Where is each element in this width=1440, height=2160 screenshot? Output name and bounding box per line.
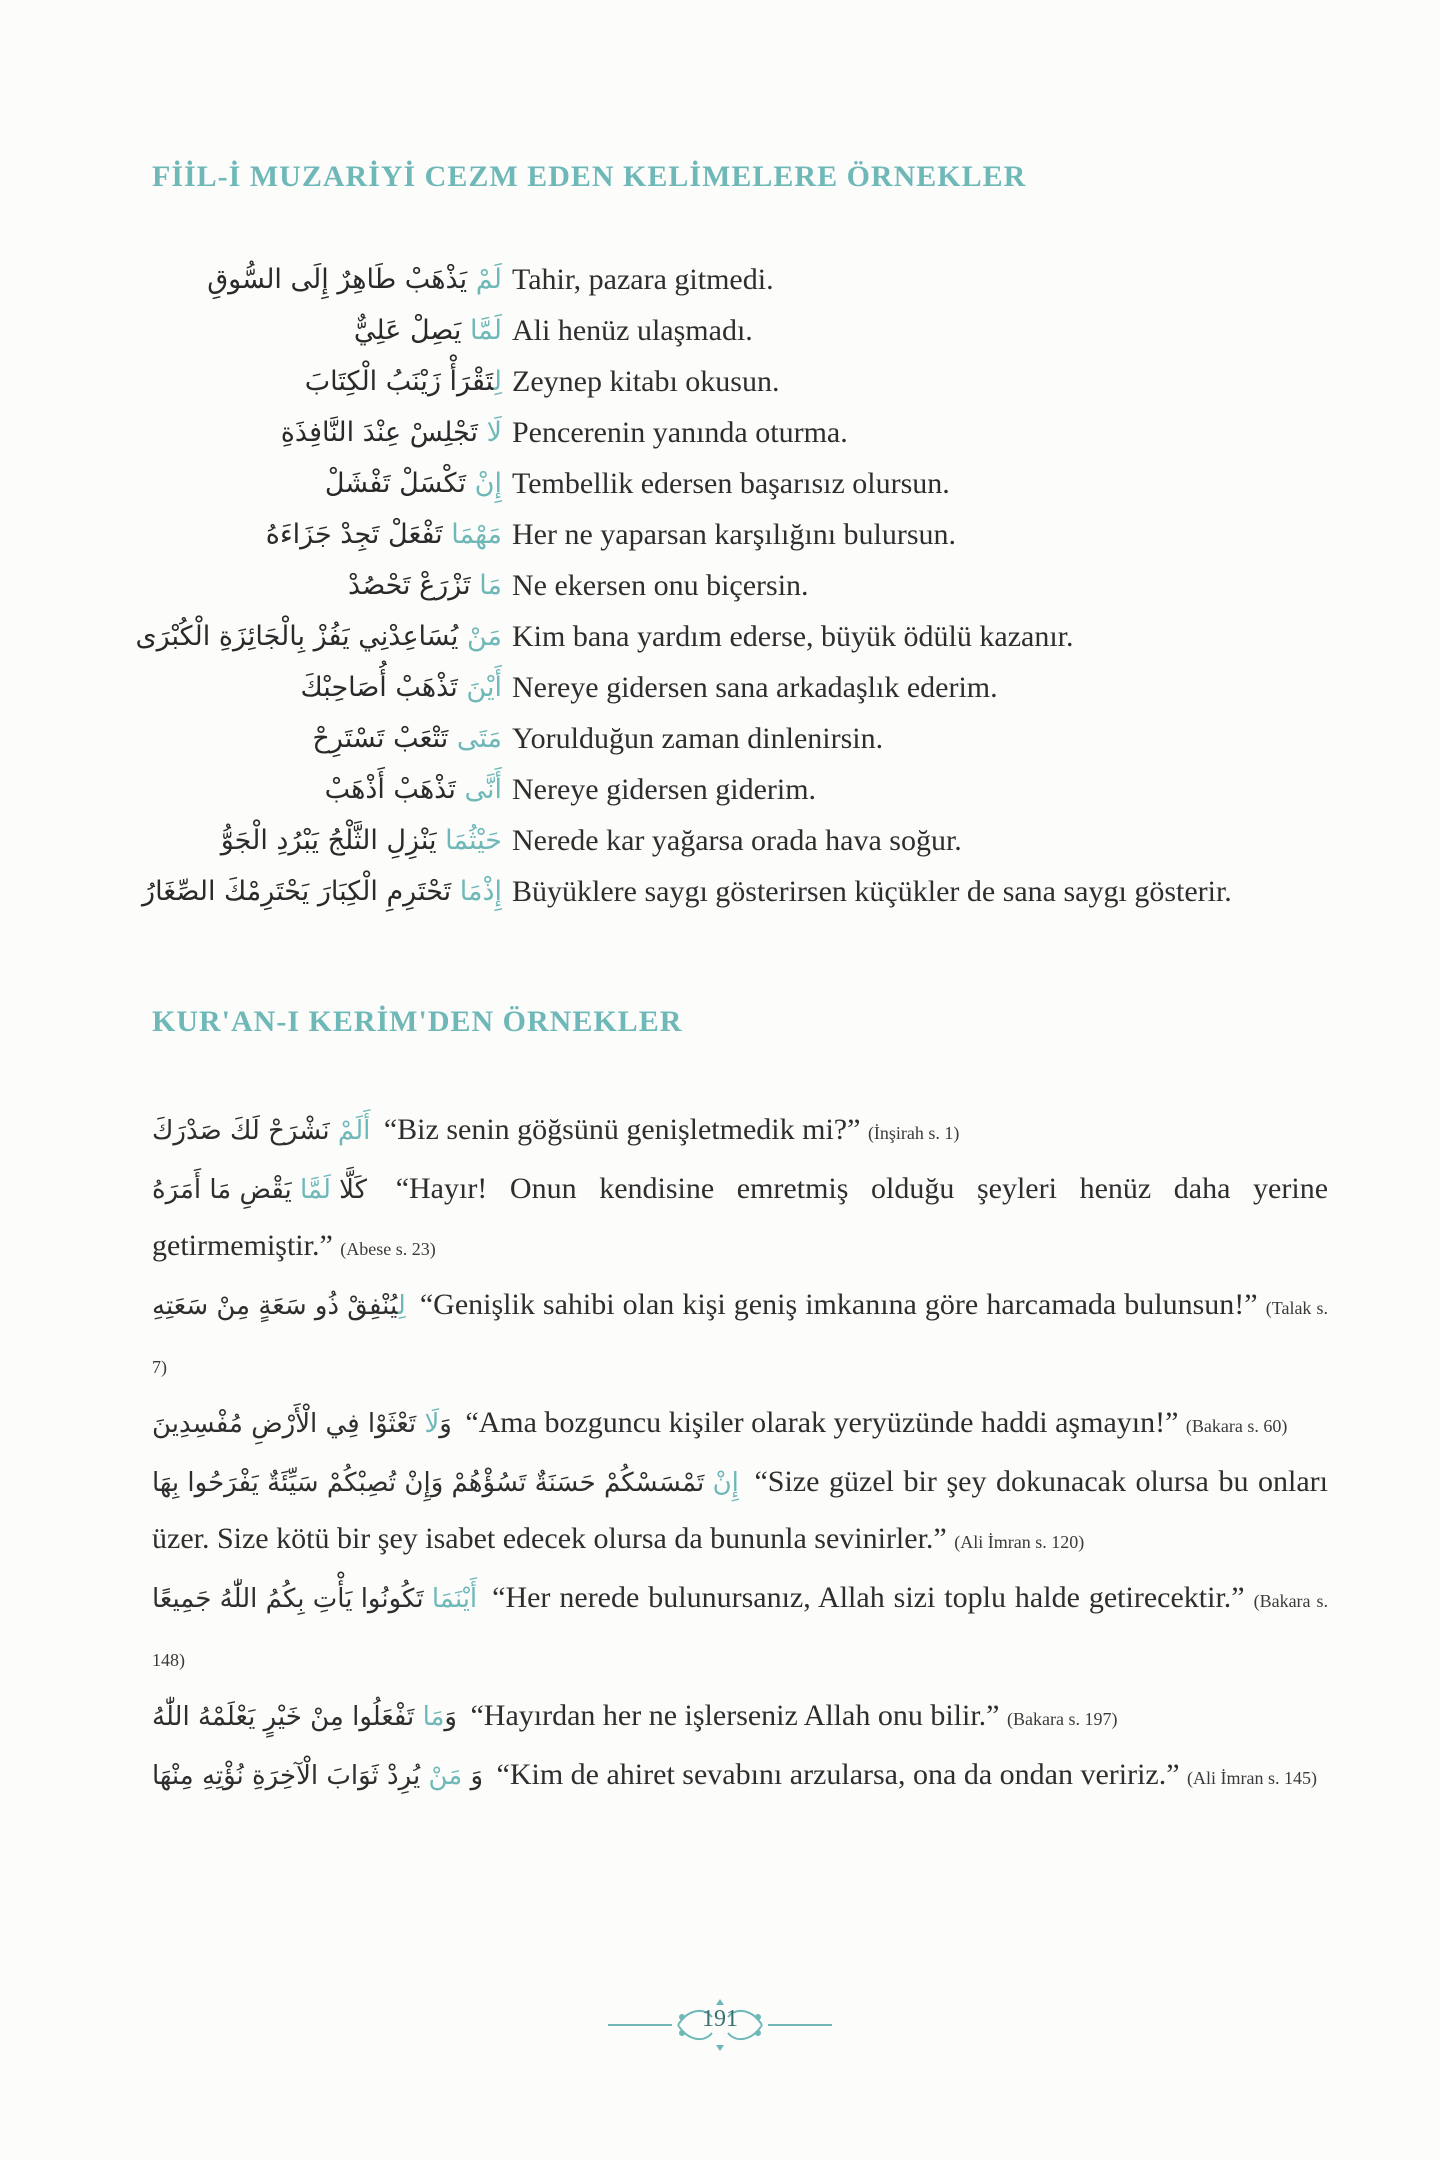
- arabic-example: [348, 564, 502, 608]
- jazm-examples-list: [0, 258, 1440, 921]
- jazm-particle: أَنَّى: [464, 774, 502, 805]
- example-row: [0, 513, 1440, 564]
- jazm-particle: مَا: [479, 570, 502, 601]
- example-row: [0, 819, 1440, 870]
- arabic-sentence: يَنْزِلِ الثَّلْجُ يَبْرُدِ الْجَوُّ: [220, 825, 437, 856]
- quran-example: [152, 1161, 1328, 1277]
- jazm-particle: لِ: [397, 1291, 406, 1321]
- example-row: [0, 462, 1440, 513]
- arabic-example: [207, 258, 502, 302]
- arabic-example: [354, 309, 502, 353]
- verse-reference: (Talak s. 7): [152, 1298, 1329, 1377]
- turkish-translation: Kim bana yardım ederse, büyük ödülü kazanır.: [512, 620, 1074, 653]
- arabic-example: [281, 411, 502, 455]
- verse-translation: “Hayır! Onun kendisine emretmiş olduğu şeyleri henüz daha yerine getirmemiştir.”: [152, 1172, 1329, 1262]
- verse-translation: “Ama bozguncu kişiler olarak yeryüzünde haddi aşmayın!”: [465, 1406, 1179, 1439]
- jazm-particle: لَا: [424, 1409, 440, 1439]
- verse-text: تَعْثَوْا فِي الْأَرْضِ مُفْسِدِينَ: [152, 1409, 417, 1439]
- verse-reference: (Ali İmran s. 120): [954, 1532, 1085, 1552]
- turkish-translation: Nereye gidersen giderim.: [512, 773, 817, 806]
- verse-prefix: وَ: [470, 1761, 484, 1791]
- jazm-particle: مَهْمَا: [451, 519, 502, 550]
- example-row: [0, 411, 1440, 462]
- page-number-ornament: [600, 1995, 840, 2055]
- jazm-particle: حَيْثُمَا: [445, 825, 502, 856]
- jazm-particle: لَمْ: [475, 264, 502, 295]
- arabic-sentence: يُسَاعِدْنِي يَفُزْ بِالْجَائِزَةِ الْكُبْرَى: [135, 621, 459, 652]
- quran-example: [152, 1395, 1328, 1454]
- arabic-sentence: تَزْرَعْ تَحْصُدْ: [348, 570, 471, 601]
- quran-example: [152, 1747, 1328, 1806]
- verse-text: تَفْعَلُوا مِنْ خَيْرٍ يَعْلَمْهُ اللّٰهُ: [152, 1702, 415, 1732]
- verse-reference: (Bakara s. 197): [1006, 1709, 1118, 1729]
- arabic-verse: [152, 1103, 370, 1159]
- verse-translation: “Biz senin göğsünü genişletmedik mi?”: [383, 1113, 861, 1146]
- jazm-particle: لَا: [486, 417, 502, 448]
- turkish-translation: Yorulduğun zaman dinlenirsin.: [512, 722, 884, 755]
- example-row: [0, 360, 1440, 411]
- arabic-sentence: يَصِلْ عَلِيٌّ: [353, 315, 462, 346]
- turkish-translation: Zeynep kitabı okusun.: [512, 365, 780, 398]
- turkish-translation: Tahir, pazara gitmedi.: [512, 263, 774, 296]
- jazm-particle: إِنْ: [712, 1468, 739, 1498]
- jazm-particle: مَا: [422, 1702, 445, 1732]
- verse-prefix: وَ: [444, 1702, 457, 1732]
- quran-example: [152, 1570, 1328, 1688]
- turkish-translation: Nereye gidersen sana arkadaşlık ederim.: [512, 671, 998, 704]
- quran-example: [152, 1277, 1328, 1395]
- example-row: [0, 666, 1440, 717]
- jazm-particle: لِ: [493, 366, 502, 397]
- turkish-translation: Ne ekersen onu biçersin.: [512, 569, 809, 602]
- arabic-example: [325, 462, 502, 506]
- verse-translation: “Genişlik sahibi olan kişi geniş imkanına göre harcamada bulunsun!”: [419, 1288, 1258, 1321]
- page-number: 191: [702, 2006, 738, 2032]
- arabic-verse: [152, 1689, 457, 1745]
- jazm-particle: أَلَمْ: [337, 1116, 371, 1146]
- verse-text: تَكُونُوا يَأْتِ بِكُمُ اللّٰهُ جَمِيعًا: [152, 1584, 424, 1614]
- example-row: [0, 309, 1440, 360]
- verse-translation: “Hayırdan her ne işlerseniz Allah onu bilir.”: [470, 1699, 1000, 1732]
- turkish-translation: Ali henüz ulaşmadı.: [512, 314, 753, 347]
- verse-reference: (Ali İmran s. 145): [1187, 1768, 1318, 1788]
- turkish-translation: Nerede kar yağarsa orada hava soğur.: [512, 824, 962, 857]
- verse-reference: (Bakara s. 60): [1185, 1416, 1288, 1436]
- jazm-particle: مَنْ: [428, 1761, 463, 1791]
- verse-translation: “Size güzel bir şey dokunacak olursa bu onları üzer. Size kötü bir şey isabet edecek olursa da bununla sevinirler.”: [152, 1465, 1328, 1555]
- verse-translation: “Kim de ahiret sevabını arzularsa, ona da ondan veririz.”: [496, 1758, 1180, 1791]
- jazm-particle: مَنْ: [466, 621, 502, 652]
- arabic-verse: [152, 1748, 483, 1804]
- turkish-translation: Pencerenin yanında oturma.: [512, 416, 848, 449]
- jazm-particle: إِذْمَا: [459, 876, 502, 907]
- arabic-verse: [152, 1278, 406, 1334]
- jazm-particle: أَيْنَ: [466, 672, 502, 703]
- arabic-sentence: تَحْتَرِمِ الْكِبَارَ يَحْتَرِمْكَ الصِّغَارُ: [142, 876, 452, 907]
- example-row: [0, 564, 1440, 615]
- section-heading-jazm-examples: FİİL-İ MUZARİYİ CEZM EDEN KELİMELERE ÖRNEKLER: [152, 160, 1027, 193]
- jazm-particle: إِنْ: [474, 468, 502, 499]
- jazm-particle: لَمَّا: [469, 315, 502, 346]
- verse-reference: (İnşirah s. 1): [867, 1123, 960, 1143]
- quran-examples-list: [152, 1102, 1328, 1806]
- section-heading-quran-examples: KUR'AN-I KERİM'DEN ÖRNEKLER: [152, 1005, 683, 1038]
- arabic-example: [325, 768, 502, 812]
- arabic-example: [312, 717, 502, 761]
- arabic-verse: [152, 1162, 367, 1218]
- arabic-sentence: تَجْلِسْ عِنْدَ النَّافِذَةِ: [280, 417, 478, 448]
- jazm-particle: مَتَى: [456, 723, 502, 754]
- jazm-particle: أَيْنَمَا: [431, 1584, 478, 1614]
- arabic-verse: [152, 1396, 452, 1452]
- verse-reference: (Abese s. 23): [340, 1239, 436, 1259]
- example-row: [0, 258, 1440, 309]
- arabic-example: [142, 870, 502, 914]
- jazm-particle: لَمَّا: [300, 1175, 331, 1205]
- verse-text: يَقْضِ مَا أَمَرَهُ: [152, 1175, 292, 1205]
- arabic-sentence: تَفْعَلْ تَجِدْ جَزَاءَهُ: [265, 519, 443, 550]
- arabic-example: [266, 513, 502, 557]
- arabic-example: [221, 819, 502, 863]
- verse-text: يُنْفِقْ ذُو سَعَةٍ مِنْ سَعَتِهِ: [152, 1291, 398, 1321]
- arabic-sentence: تَتْعَبْ تَسْتَرِحْ: [312, 723, 449, 754]
- verse-translation: “Her nerede bulunursanız, Allah sizi toplu halde getirecektir.”: [492, 1581, 1245, 1614]
- quran-example: [152, 1102, 1328, 1161]
- verse-prefix: كَلَّا: [339, 1175, 368, 1205]
- arabic-sentence: تَذْهَبْ أَذْهَبْ: [324, 774, 456, 805]
- arabic-sentence: تَذْهَبْ أُصَاحِبْكَ: [300, 672, 458, 703]
- example-row: [0, 717, 1440, 768]
- verse-reference: (Bakara s. 148): [152, 1591, 1329, 1670]
- verse-text: يُرِدْ ثَوَابَ الْآخِرَةِ نُؤْتِهِ مِنْهَا: [152, 1761, 421, 1791]
- verse-prefix: وَ: [439, 1409, 452, 1439]
- quran-example: [152, 1688, 1328, 1747]
- arabic-sentence: تَكْسَلْ تَفْشَلْ: [324, 468, 467, 499]
- turkish-translation: Büyüklere saygı gösterirsen küçükler de sana saygı gösterir.: [512, 875, 1232, 908]
- example-row: [0, 870, 1440, 921]
- verse-text: تَمْسَسْكُمْ حَسَنَةٌ تَسُؤْهُمْ وَإِنْ تُصِبْكُمْ سَيِّئَةٌ يَفْرَحُوا بِهَا: [152, 1468, 705, 1498]
- arabic-example: [301, 666, 502, 710]
- example-row: [0, 768, 1440, 819]
- arabic-verse: [152, 1571, 477, 1627]
- example-row: [0, 615, 1440, 666]
- arabic-sentence: تَقْرَأْ زَيْنَبُ الْكِتَابَ: [304, 366, 494, 397]
- quran-example: [152, 1454, 1328, 1570]
- verse-text: نَشْرَحْ لَكَ صَدْرَكَ: [152, 1116, 330, 1146]
- arabic-example: [305, 360, 502, 404]
- turkish-translation: Her ne yaparsan karşılığını bulursun.: [512, 518, 957, 551]
- arabic-example: [135, 615, 502, 659]
- arabic-sentence: يَذْهَبْ طَاهِرٌ إِلَى السُّوقِ: [207, 264, 468, 295]
- turkish-translation: Tembellik edersen başarısız olursun.: [512, 467, 950, 500]
- arabic-verse: [152, 1455, 739, 1511]
